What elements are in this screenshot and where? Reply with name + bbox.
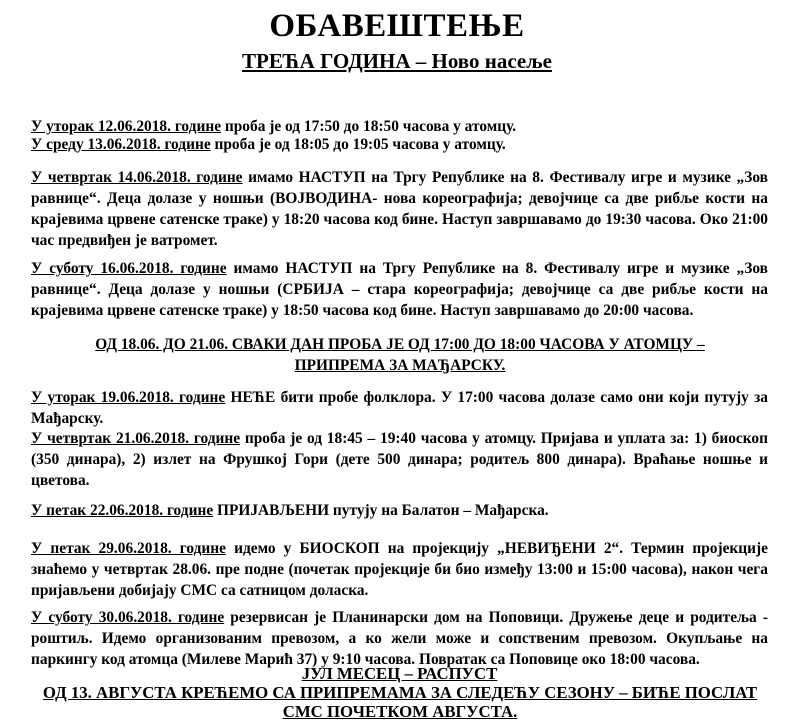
item-date: У уторак 12.06.2018. године — [31, 118, 222, 135]
document-title: ОБАВЕШТЕЊЕ — [269, 8, 525, 44]
schedule-item-19-06 — [31, 387, 768, 429]
item-date: У среду 13.06.2018. године — [31, 136, 211, 153]
schedule-item-30-06 — [31, 607, 768, 670]
item-text: проба је од 18:05 до 19:05 часова у атомцу. — [210, 136, 506, 153]
item-text: НЕЋЕ бити пробе фолклора. У 17:00 часова долазе само они који путују за Мађарску. — [31, 389, 769, 427]
item-text: проба је од 17:50 до 18:50 часова у атомцу. — [221, 118, 517, 135]
item-text: резервисан је Планинарски дом на Поповици. Дружење деце и родитеља - роштиљ. Идемо организованим превозом, а ко жели може и сопственим превозом. Окупљање на паркингу код атомца (Милеве Марић 37) у 9:10 часова. Повратак са Поповице око 18:00 часова. — [31, 609, 768, 668]
schedule-item-21-06 — [31, 428, 768, 491]
schedule-item-14-06 — [31, 167, 768, 251]
item-date: У петак 29.06.2018. године — [31, 540, 226, 557]
document-subtitle: ТРЕЋА ГОДИНА – Ново насеље — [242, 49, 552, 73]
july-break-notice: ЈУЛ МЕСЕЦ – РАСПУСТ — [301, 664, 498, 683]
august-start-notice: ОД 13. АВГУСТА КРЕЋЕМО СА ПРИПРЕМАМА ЗА СЛЕДЕЋУ СЕЗОНУ – БИЋЕ ПОСЛАТ СМС ПОЧЕТКОМ АВГУСТА. — [42, 683, 758, 721]
daily-rehearsal-notice: ОД 18.06. ДО 21.06. СВАКИ ДАН ПРОБА ЈЕ ОД 17:00 ДО 18:00 ЧАСОВА У АТОМЦУ – ПРИПРЕМА ЗА МАЂАРСКУ. — [95, 336, 705, 374]
schedule-item-16-06 — [31, 258, 768, 321]
item-date: У четвртак 14.06.2018. године — [31, 169, 243, 186]
item-text: имамо НАСТУП на Тргу Републике на 8. Фестивалу игре и музике „Зов равнице“. Деца долазе у ношњи (ВОЈВОДИНА- нова кореографија; девојчице са две рибље кости на крајевима црвене сатенске траке) у 18:20 часова код бине. Наступ завршавамо до 19:30 часова. Око 21:00 час предвиђен је ватромет. — [31, 169, 768, 249]
item-date: У суботу 16.06.2018. године — [31, 260, 227, 277]
schedule-item-29-06 — [31, 538, 768, 601]
item-text: ПРИЈАВЉЕНИ путују на Балатон – Мађарска. — [213, 502, 549, 519]
schedule-item-13-06 — [31, 134, 768, 155]
item-date: У суботу 30.06.2018. године — [31, 609, 225, 626]
item-date: У петак 22.06.2018. године — [31, 502, 214, 519]
item-date: У четвртак 21.06.2018. године — [31, 430, 241, 447]
item-text: имамо НАСТУП на Тргу Републике на 8. Фестивалу игре и музике „Зов равнице“. Деца долазе у ношњи (СРБИЈА – стара кореографија; девојчице са две рибље кости на крајевима црвене сатенске траке) у 18:50 часова код бине. Наступ завршавамо до 20:00 часова. — [31, 260, 768, 319]
item-date: У уторак 19.06.2018. године — [31, 389, 226, 406]
item-text: проба је од 18:45 – 19:40 часова у атомцу. Пријава и уплата за: 1) биоскоп (350 динара), 2) излет на Фрушкој Гори (дете 500 динара; родитељ 800 динара). Враћање ношње и цветова. — [31, 430, 768, 489]
schedule-item-22-06 — [31, 500, 768, 521]
item-text: идемо у БИОСКОП на пројекцију „НЕВИЂЕНИ 2“. Термин пројекције знаћемо у четвртак 28.06. пре подне (почетак пројекције би био између 13:00 и 15:00 часова), након чега пријављени добијају СМС са сатницом доласка. — [31, 540, 768, 599]
